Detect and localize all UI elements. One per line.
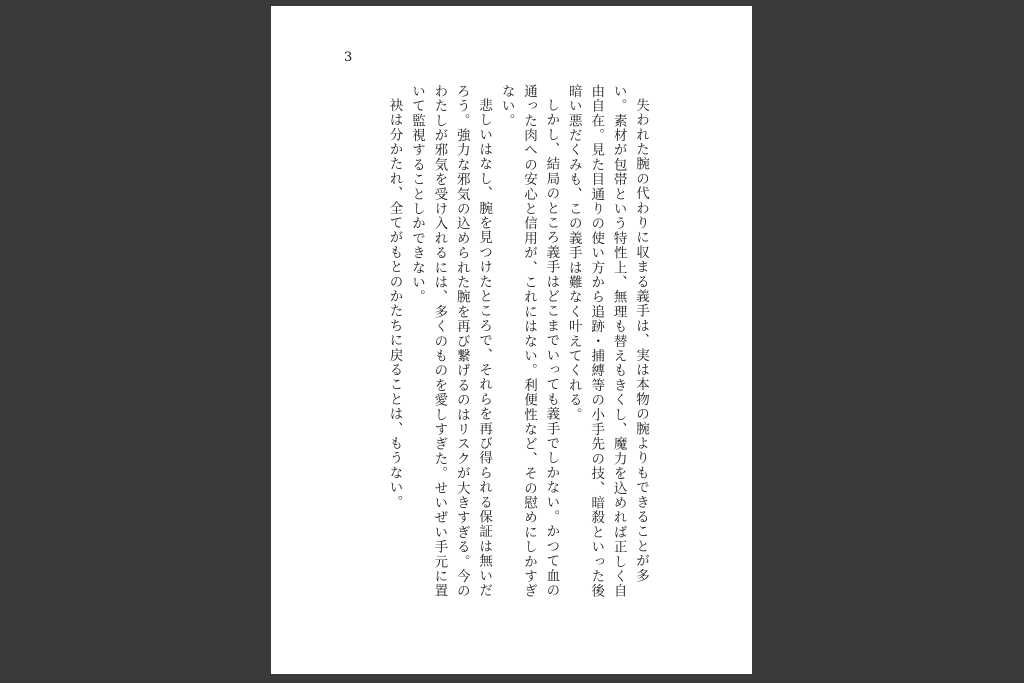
- page-number: 3: [344, 50, 353, 65]
- paragraph-3: 悲しいはなし、腕を見つけたところで、それらを再び得られる保証は無いだろう。強力な邪気の込められた腕を再び繋げるのはリスクが大きすぎる。今のわたしが邪気を受け入れるには、多くのものを愛しすぎた。せいぜい手元に置いて監視することしかできない。: [408, 84, 493, 599]
- vertical-text-body: [383, 84, 652, 604]
- paragraph-4: 袂は分かたれ、全てがもとのかたちに戻ることは、もうない。: [386, 97, 403, 510]
- paragraph-1: 失われた腕の代わりに収まる義手は、実は本物の腕よりもできることが多い。素材が包帯という特性上、無理も替えもきくし、魔力を込めれば正しく自由自在。見た目通りの使い方から追跡・捕縛等の小手先の技、暗殺といった後暗い悪だくみも、この義手は難なく叶えてくれる。: [565, 84, 649, 599]
- document-page: [271, 6, 752, 674]
- paragraph-2: しかし、結局のところ義手はどこまでいっても義手でしかない。かつて血の通った肉への安心と信用が、これにはない。利便性など、その慰めにしかすぎない。: [498, 84, 560, 599]
